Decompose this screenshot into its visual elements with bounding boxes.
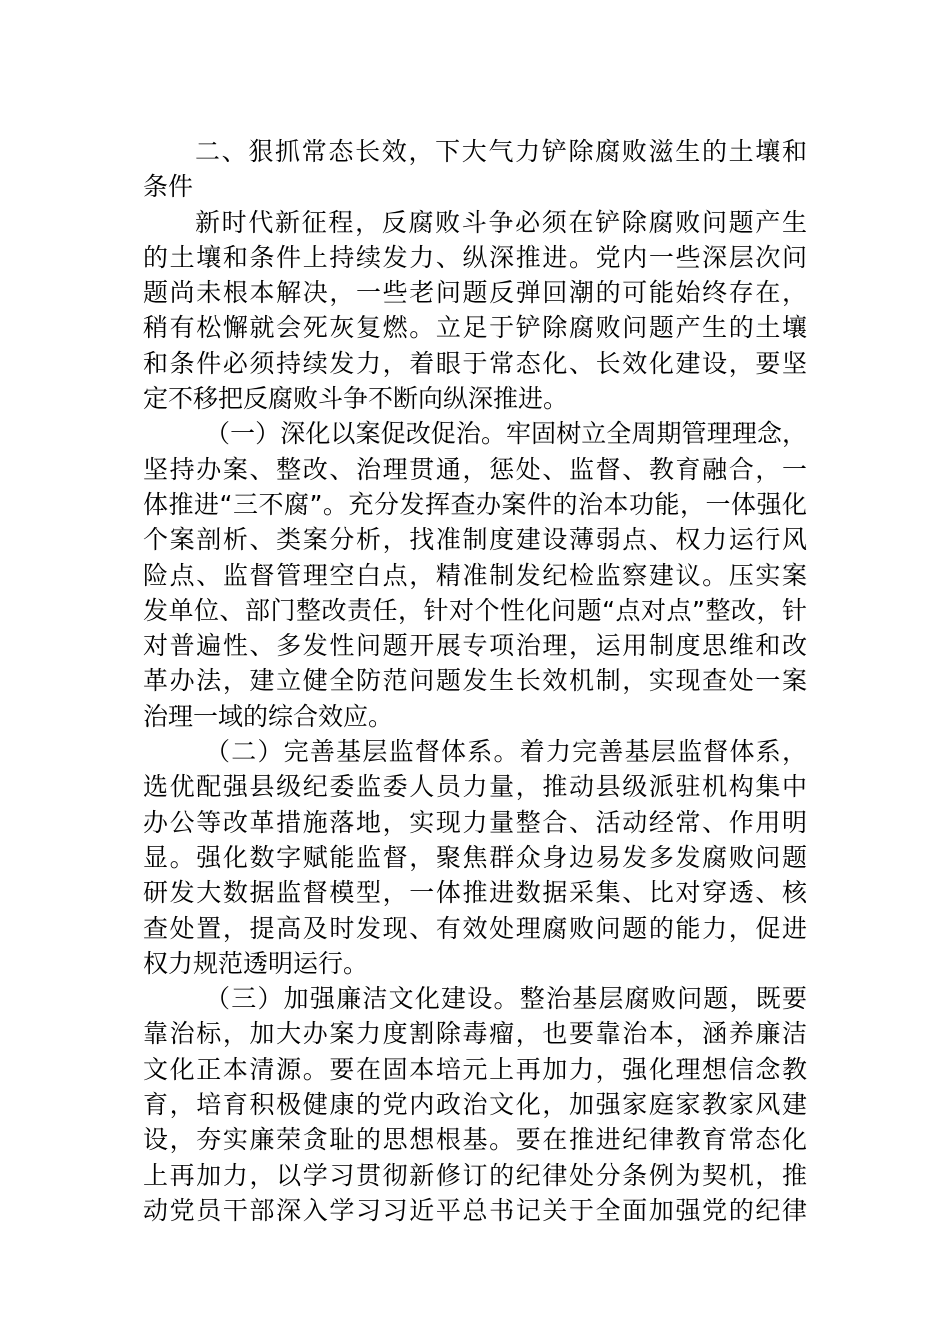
paragraph-section-1 bbox=[143, 416, 807, 734]
document-page bbox=[143, 134, 807, 1228]
text-line: 文化正本清源。要在固本培元上再加力，强化理想信念教 bbox=[143, 1054, 807, 1084]
text-line: 研发大数据监督模型，一体推进数据采集、比对穿透、核 bbox=[143, 878, 807, 908]
text-line: 上再加力，以学习贯彻新修订的纪律处分条例为契机，推 bbox=[143, 1160, 807, 1190]
text-line: 查处置，提高及时发现、有效处理腐败问题的能力，促进 bbox=[143, 913, 807, 943]
text-line: 治理一域的综合效应。 bbox=[143, 701, 394, 731]
text-line: 选优配强县级纪委监委人员力量，推动县级派驻机构集中 bbox=[143, 772, 807, 802]
text-line: 育，培育积极健康的党内政治文化，加强家庭家教家风建 bbox=[143, 1090, 807, 1120]
text-line: 的土壤和条件上持续发力、纵深推进。党内一些深层次问 bbox=[143, 242, 807, 272]
text-line: 对普遍性、多发性问题开展专项治理，运用制度思维和改 bbox=[143, 631, 807, 661]
text-line: 设，夯实廉荣贪耻的思想根基。要在推进纪律教育常态化 bbox=[143, 1125, 807, 1155]
text-line: 定不移把反腐败斗争不断向纵深推进。 bbox=[143, 384, 569, 414]
text-line: 稍有松懈就会死灰复燃。立足于铲除腐败问题产生的土壤 bbox=[143, 313, 807, 343]
paragraph-intro bbox=[143, 205, 807, 417]
text-line: 显。强化数字赋能监督，聚焦群众身边易发多发腐败问题 bbox=[143, 842, 807, 872]
text-line: （三）加强廉洁文化建设。整治基层腐败问题，既要 bbox=[205, 984, 807, 1014]
text-line: 发单位、部门整改责任，针对个性化问题“点对点”整改，针 bbox=[143, 595, 807, 625]
text-line: 坚持办案、整改、治理贯通，惩处、监督、教育融合，一 bbox=[143, 454, 807, 484]
text-line: 题尚未根本解决，一些老问题反弹回潮的可能始终存在， bbox=[143, 278, 807, 308]
heading-line: 条件 bbox=[143, 172, 194, 202]
text-line: 动党员干部深入学习习近平总书记关于全面加强党的纪律 bbox=[143, 1195, 807, 1225]
text-line: （二）完善基层监督体系。着力完善基层监督体系， bbox=[205, 737, 807, 767]
text-line: 个案剖析、类案分析，找准制度建设薄弱点、权力运行风 bbox=[143, 525, 807, 555]
text-line: 办公等改革措施落地，实现力量整合、活动经常、作用明 bbox=[143, 807, 807, 837]
text-line: 靠治标，加大办案力度割除毒瘤，也要靠治本，涵养廉洁 bbox=[143, 1019, 807, 1049]
paragraph-section-3 bbox=[143, 981, 807, 1228]
text-line: 权力规范透明运行。 bbox=[143, 948, 369, 978]
text-line: 革办法，建立健全防范问题发生长效机制，实现查处一案 bbox=[143, 666, 807, 696]
section-heading bbox=[143, 134, 807, 205]
text-line: 险点、监督管理空白点，精准制发纪检监察建议。压实案 bbox=[143, 560, 807, 590]
text-line: 体推进“三不腐”。充分发挥查办案件的治本功能，一体强化 bbox=[143, 489, 807, 519]
text-line: （一）深化以案促改促治。牢固树立全周期管理理念， bbox=[205, 419, 807, 449]
text-line: 新时代新征程，反腐败斗争必须在铲除腐败问题产生 bbox=[195, 207, 807, 237]
text-line: 和条件必须持续发力，着眼于常态化、长效化建设，要坚 bbox=[143, 348, 807, 378]
paragraph-section-2 bbox=[143, 734, 807, 981]
heading-line: 二、狠抓常态长效，下大气力铲除腐败滋生的土壤和 bbox=[195, 137, 807, 166]
